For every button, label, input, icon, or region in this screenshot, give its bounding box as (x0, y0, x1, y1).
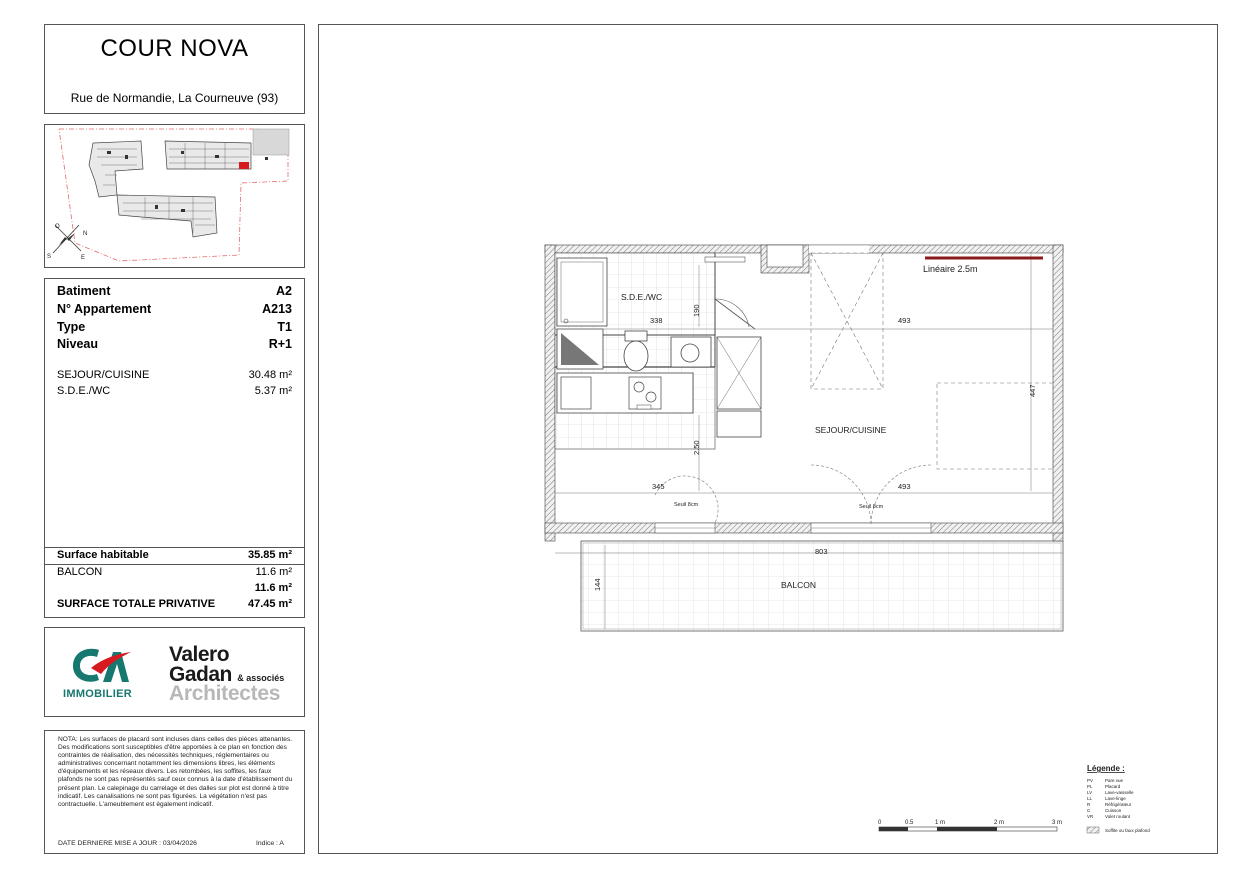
apartment-location-marker (239, 162, 249, 169)
project-address: Rue de Normandie, La Courneuve (93) (70, 91, 279, 105)
seuil-left: Seuil 8cm (674, 502, 699, 508)
dim-345: 345 (652, 482, 665, 491)
legend (1087, 764, 1150, 833)
divider (45, 547, 304, 548)
svg-text:E: E (81, 255, 86, 261)
scale-bar (878, 820, 1062, 831)
room-row-sde: S.D.E./WC 5.37 m² (57, 385, 292, 397)
kitchen-counter (557, 373, 693, 413)
info-row-type: Type T1 (57, 320, 292, 334)
info-row-niveau: Niveau R+1 (57, 337, 292, 351)
svg-text:Placard: Placard (1105, 784, 1121, 789)
dim-803: 803 (815, 547, 828, 556)
project-title: COUR NOVA (100, 35, 249, 62)
svg-text:LV: LV (1087, 790, 1093, 795)
svg-text:Lave-vaisselle: Lave-vaisselle (1105, 790, 1134, 795)
room-row-sejour: SEJOUR/CUISINE 30.48 m² (57, 369, 292, 381)
svg-text:PL: PL (1087, 784, 1093, 789)
dim-493-bottom: 493 (898, 482, 911, 491)
apartment-info-panel (44, 278, 305, 618)
soffite-zone (811, 253, 883, 389)
surface-habitable-row: Surface habitable 35.85 m² (57, 549, 292, 561)
compass-rose (47, 224, 87, 261)
credit-agricole-logo (69, 644, 133, 686)
cupboard (717, 337, 761, 437)
svg-text:C: C (1087, 808, 1091, 813)
svg-text:0.5: 0.5 (905, 820, 914, 826)
architect-name-line2: Gadan & associés (169, 663, 285, 686)
info-row-batiment: Batiment A2 (57, 284, 292, 298)
architect-name-line1: Valero (169, 643, 230, 666)
svg-text:R: R (1087, 802, 1091, 807)
dim-144: 144 (593, 578, 602, 591)
legend-soffite: Soffite ou faux plafond (1105, 828, 1150, 833)
dim-493-top: 493 (898, 316, 911, 325)
legend-title: Légende : (1087, 764, 1125, 773)
project-header (44, 24, 305, 114)
svg-text:1 m: 1 m (935, 820, 946, 826)
site-plan-drawing (45, 125, 305, 268)
dim-447: 447 (1028, 384, 1037, 397)
dim-338: 338 (650, 316, 663, 325)
disclaimer-text: NOTA: Les surfaces de placard sont incluses dans celles des pièces attenantes. Des modifications sont susceptibles d'être apportées à ce plan en fonction des contraintes de réalisation, des nécessités techniques, réglementaires ou administratives concernant notamment les dimensions libres, les éléments d'équipements et les réseaux divers. Les retombées, les soffites, les faux plafonds ne sont pas représentés sauf ceux connus à la date d'établissement du présent plan. Le calepinage du carrelage et des dalles sur plot est donné à titre indicatif. Les canalisations ne sont pas figurées. La végétation n'est pas contractuelle. L'ameublement est également indicatif. (58, 736, 293, 808)
index-label: Indice : A (256, 840, 284, 847)
info-row-appartement: N° Appartement A213 (57, 302, 292, 316)
svg-text:VR: VR (1087, 814, 1094, 819)
architect-name-line3: Architectes (169, 682, 281, 705)
svg-text:LL: LL (1087, 796, 1093, 801)
svg-text:PV: PV (1087, 778, 1094, 783)
seuil-right: Seuil 8cm (859, 504, 884, 510)
update-date: DATE DERNIERE MISE A JOUR : 03/04/2026 (58, 840, 197, 847)
room-label-sde: S.D.E./WC (621, 292, 663, 302)
dim-190: 190 (692, 304, 701, 317)
svg-text:N: N (83, 231, 88, 237)
divider (45, 564, 304, 565)
svg-text:Volet roulant: Volet roulant (1105, 814, 1131, 819)
washbasin (671, 337, 711, 367)
svg-text:Cuisson: Cuisson (1105, 808, 1122, 813)
svg-text:Lave-linge: Lave-linge (1105, 796, 1126, 801)
room-label-sejour: SEJOUR/CUISINE (815, 425, 887, 435)
svg-text:S: S (47, 254, 52, 260)
surface-totale-row: SURFACE TOTALE PRIVATIVE 47.45 m² (57, 598, 292, 610)
disclaimer-note (44, 730, 305, 854)
site-key-map (44, 124, 305, 268)
svg-text:Pare vue: Pare vue (1105, 778, 1124, 783)
logos-panel (44, 627, 305, 717)
svg-text:0: 0 (878, 820, 882, 826)
annex-total-row: 11.6 m² (254, 582, 292, 594)
credit-agricole-label: IMMOBILIER (63, 688, 132, 700)
lineaire-label: Linéaire 2.5m (923, 264, 978, 274)
toilet (624, 331, 648, 371)
balcon-row: BALCON 11.6 m² (57, 566, 292, 578)
floor-plan-drawing (319, 25, 1219, 855)
room-label-balcon: BALCON (781, 580, 816, 590)
svg-text:Réfrigérateur: Réfrigérateur (1105, 802, 1132, 807)
dim-250: 2.50 (692, 440, 701, 455)
svg-text:3 m: 3 m (1052, 820, 1063, 826)
svg-text:O: O (55, 224, 60, 230)
svg-text:2 m: 2 m (994, 820, 1005, 826)
floor-plan-frame (318, 24, 1218, 854)
shower-tray (557, 258, 607, 326)
